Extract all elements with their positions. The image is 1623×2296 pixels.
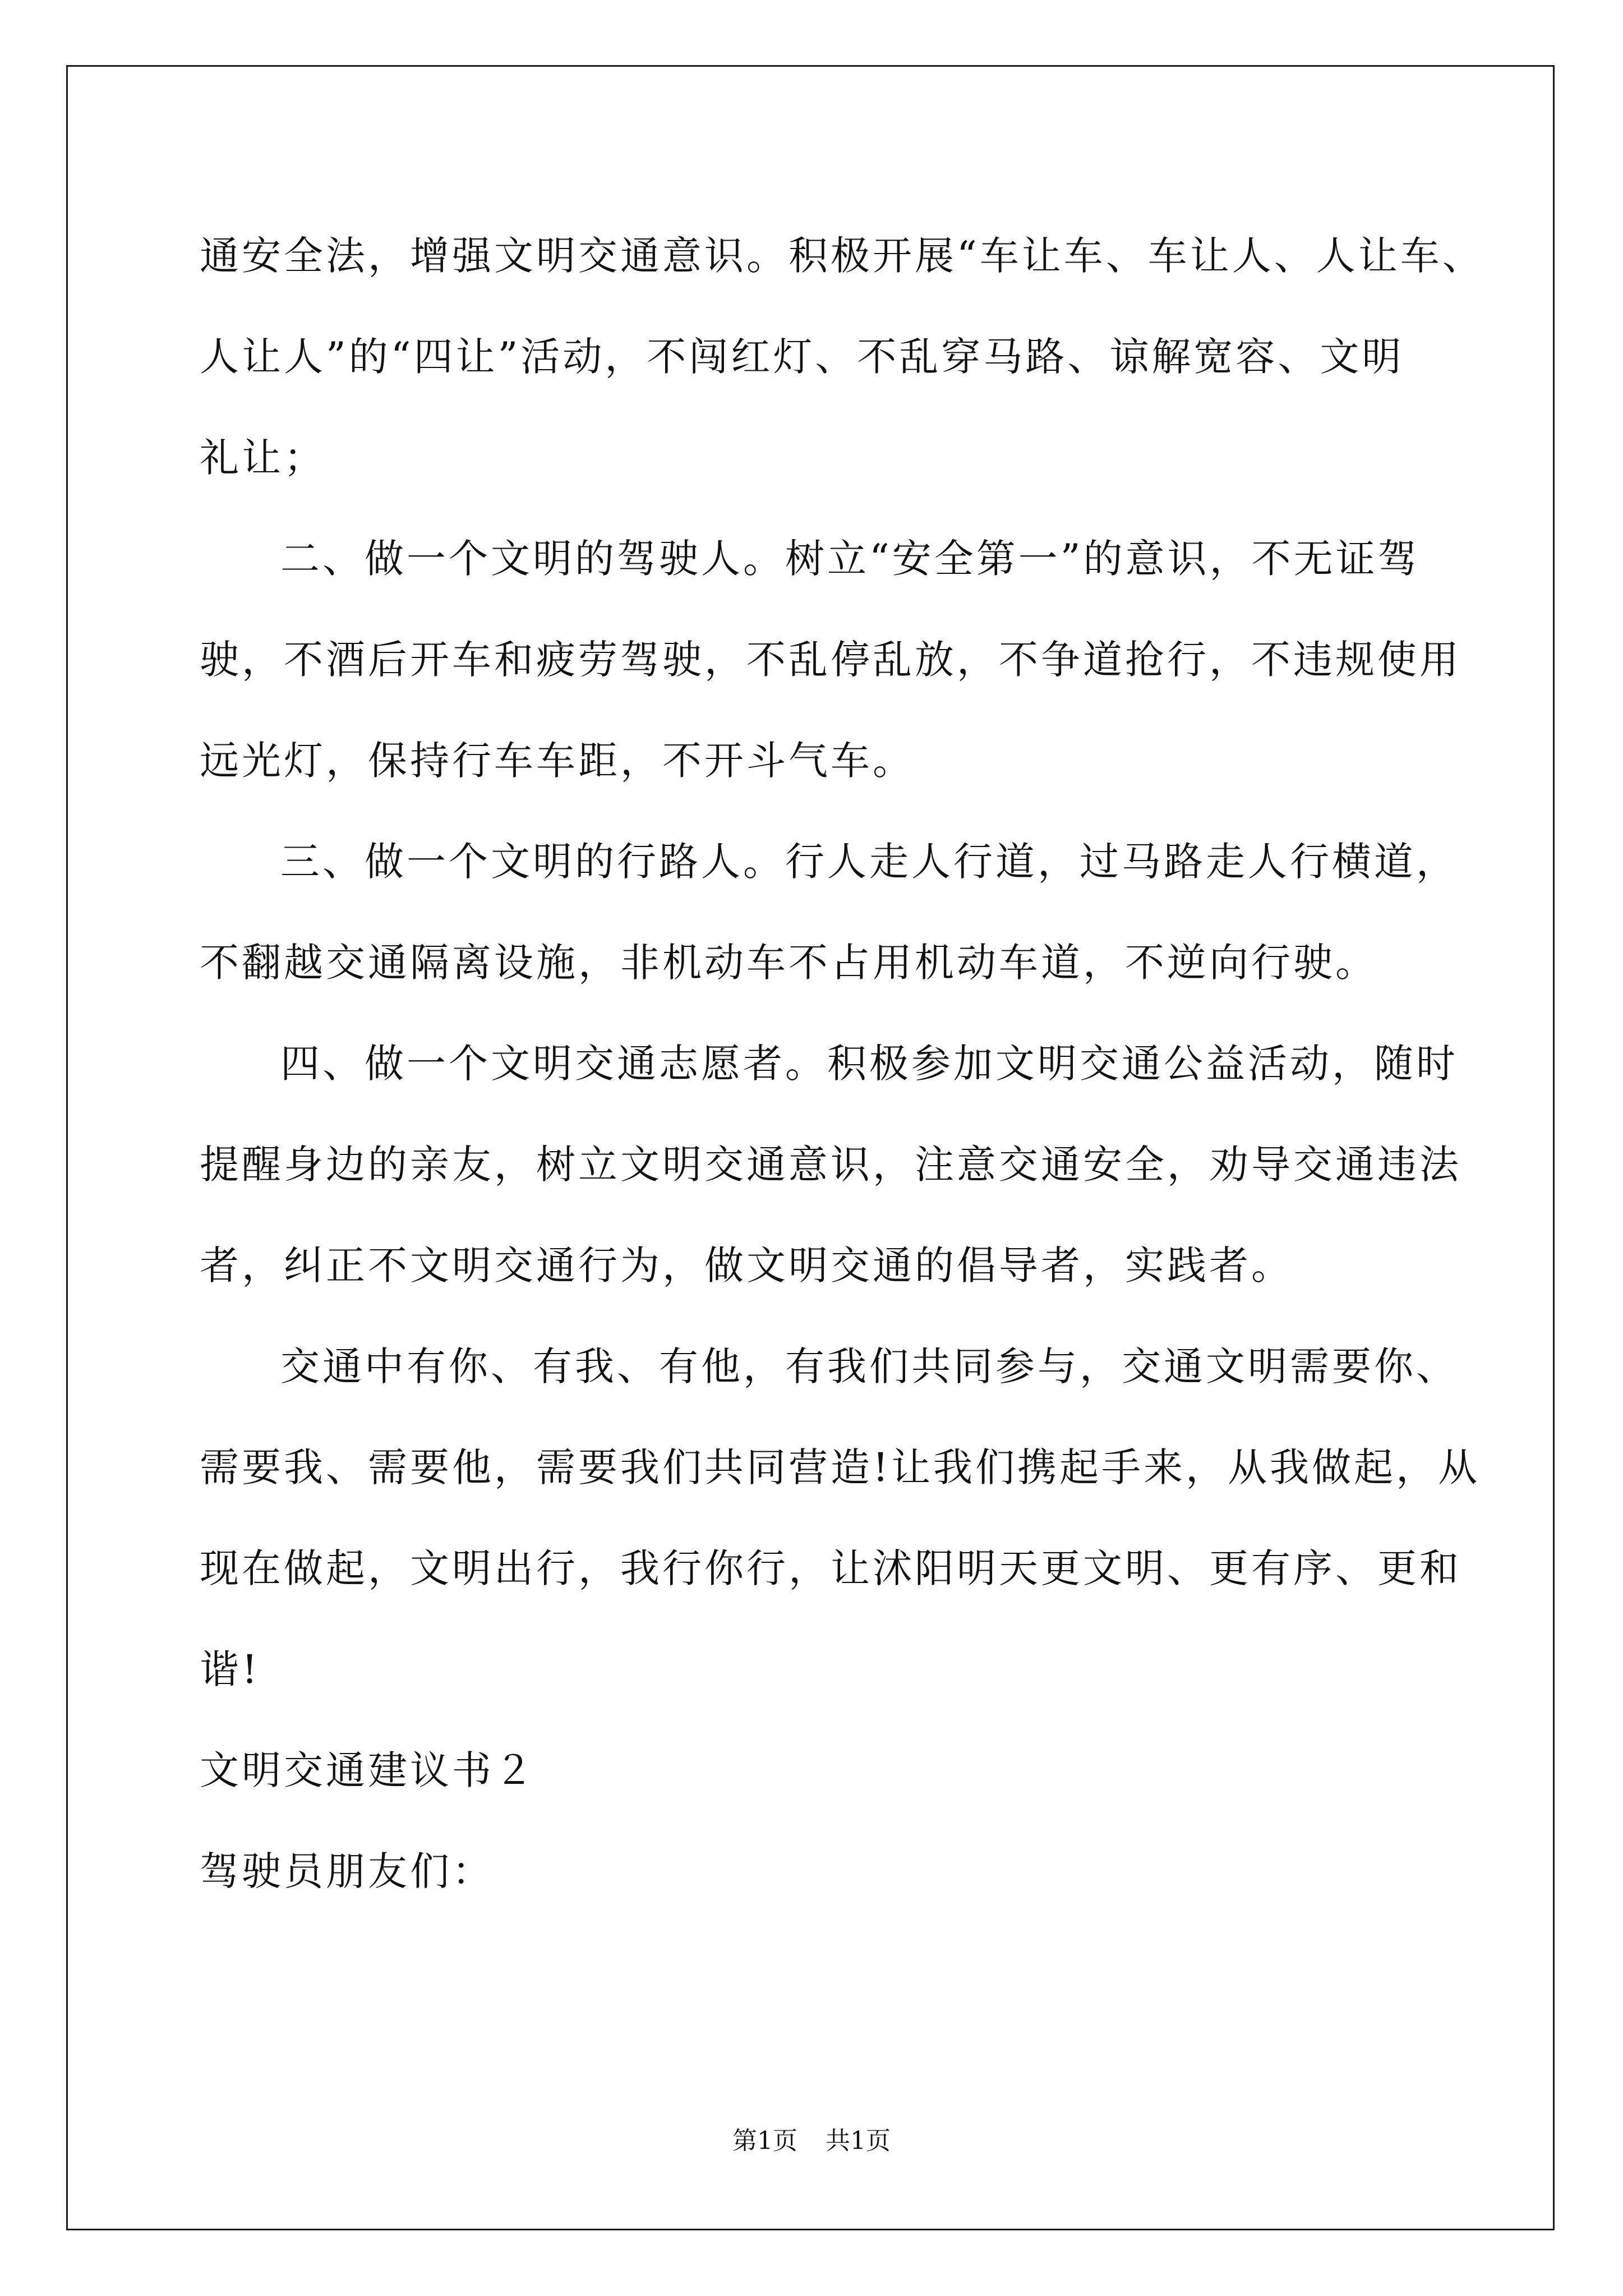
page-number-current: 第1页 — [732, 2127, 797, 2155]
body-line: 人让人”的“四让”活动，不闯红灯、不乱穿马路、谅解宽容、文明 — [200, 334, 1404, 380]
paragraph-start-line: 四、做一个文明交通志愿者。积极参加文明交通公益活动，随时 — [280, 1041, 1458, 1087]
body-line: 现在做起，文明出行，我行你行，让沭阳明天更文明、更有序、更和 — [200, 1545, 1461, 1591]
body-line: 者，纠正不文明交通行为，做文明交通的倡导者，实践者。 — [200, 1243, 1293, 1289]
body-line: 提醒身边的亲友，树立文明交通意识，注意交通安全，劝导交通违法 — [200, 1142, 1461, 1188]
body-line: 需要我、需要他，需要我们共同营造!让我们携起手来，从我做起，从 — [200, 1444, 1481, 1490]
body-line: 通安全法，增强文明交通意识。积极开展“车让车、车让人、人让车、 — [200, 233, 1484, 279]
salutation: 驾驶员朋友们： — [200, 1848, 494, 1894]
body-line: 不翻越交通隔离设施，非机动车不占用机动车道，不逆向行驶。 — [200, 940, 1377, 986]
paragraph-start-line: 二、做一个文明的驾驶人。树立“安全第一”的意识，不无证驾 — [280, 536, 1420, 582]
paragraph-start-line: 交通中有你、有我、有他，有我们共同参与，交通文明需要你、 — [280, 1343, 1458, 1389]
body-line: 谐! — [200, 1646, 261, 1692]
body-line: 礼让； — [200, 435, 326, 481]
body-line: 远光灯，保持行车车距，不开斗气车。 — [200, 738, 915, 784]
body-line: 驶，不酒后开车和疲劳驾驶，不乱停乱放，不争道抢行，不违规使用 — [200, 637, 1461, 683]
section-heading: 文明交通建议书２ — [200, 1747, 536, 1793]
page-number-total: 共1页 — [826, 2127, 891, 2155]
page-footer — [0, 2124, 1623, 2158]
paragraph-start-line: 三、做一个文明的行路人。行人走人行道，过马路走人行横道， — [280, 839, 1458, 885]
